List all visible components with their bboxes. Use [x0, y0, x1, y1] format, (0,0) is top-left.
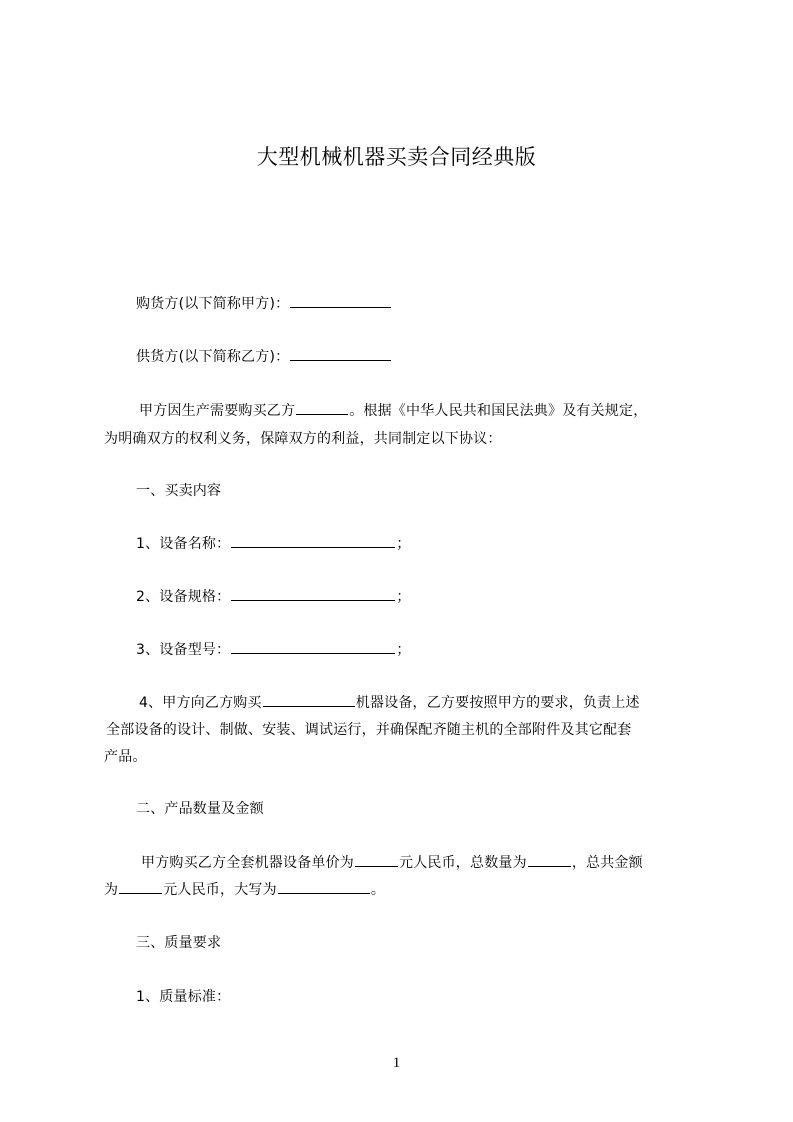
quantity-blank[interactable]	[528, 853, 571, 867]
equipment-spec-label: 2、设备规格：	[136, 589, 231, 605]
section-2-heading: 二、产品数量及金额	[136, 801, 264, 817]
document-title: 大型机械机器买卖合同经典版	[256, 145, 537, 169]
price-line-1	[141, 852, 643, 872]
equipment-spec-end: ；	[396, 589, 411, 605]
price-text-f: 。	[370, 882, 386, 898]
unit-price-blank[interactable]	[355, 853, 398, 867]
intro-text-1: 甲方因生产需要购买乙方	[139, 403, 296, 419]
price-text-b: 元人民币，总数量为	[399, 855, 527, 871]
amount-in-words-blank[interactable]	[278, 880, 370, 894]
price-text-c: ，总共金额	[571, 855, 643, 871]
item-4-blank[interactable]	[263, 693, 355, 707]
intro-line-2: 为明确双方的权利义务，保障双方的利益，共同制定以下协议：	[104, 431, 502, 447]
buyer-label: 购货方(以下简称甲方)：	[136, 296, 290, 312]
buyer-blank[interactable]	[290, 294, 391, 308]
intro-line-1	[139, 400, 647, 420]
equipment-name-label: 1、设备名称：	[136, 536, 231, 552]
price-text-e: 元人民币，大写为	[163, 882, 277, 898]
seller-line	[136, 346, 392, 366]
equipment-name-end: ；	[396, 536, 411, 552]
section-1-heading: 一、买卖内容	[136, 483, 222, 499]
equipment-name-line	[136, 533, 411, 553]
page-number: 1	[392, 1055, 401, 1071]
equipment-spec-blank[interactable]	[231, 587, 395, 601]
item-4-text-b: 机器设备，乙方要按照甲方的要求，负责上述	[355, 695, 640, 711]
buyer-line	[136, 293, 392, 313]
item-4-line-2: 全部设备的设计、制做、安装、调试运行，并确保配齐随主机的全部附件及其它配套	[106, 722, 632, 738]
seller-label: 供货方(以下简称乙方)：	[136, 349, 290, 365]
equipment-model-line	[136, 639, 411, 659]
price-line-2	[104, 879, 385, 899]
price-text-a: 甲方购买乙方全套机器设备单价为	[141, 855, 354, 871]
intro-product-blank[interactable]	[296, 401, 348, 415]
item-4-line-3: 产品。	[104, 749, 147, 765]
equipment-model-blank[interactable]	[231, 640, 395, 654]
price-text-d: 为	[104, 882, 119, 898]
item-4-line-1	[139, 692, 640, 712]
equipment-name-blank[interactable]	[231, 534, 395, 548]
equipment-model-label: 3、设备型号：	[136, 642, 231, 658]
intro-text-2: 。根据《中华人民共和国民法典》及有关规定，	[349, 403, 648, 419]
equipment-model-end: ；	[396, 642, 411, 658]
item-4-text-a: 4、甲方向乙方购买	[139, 695, 262, 711]
total-amount-blank[interactable]	[119, 880, 162, 894]
seller-blank[interactable]	[290, 347, 391, 361]
quality-standard-line: 1、质量标准：	[136, 989, 231, 1005]
section-3-heading: 三、质量要求	[136, 935, 222, 951]
equipment-spec-line	[136, 586, 411, 606]
